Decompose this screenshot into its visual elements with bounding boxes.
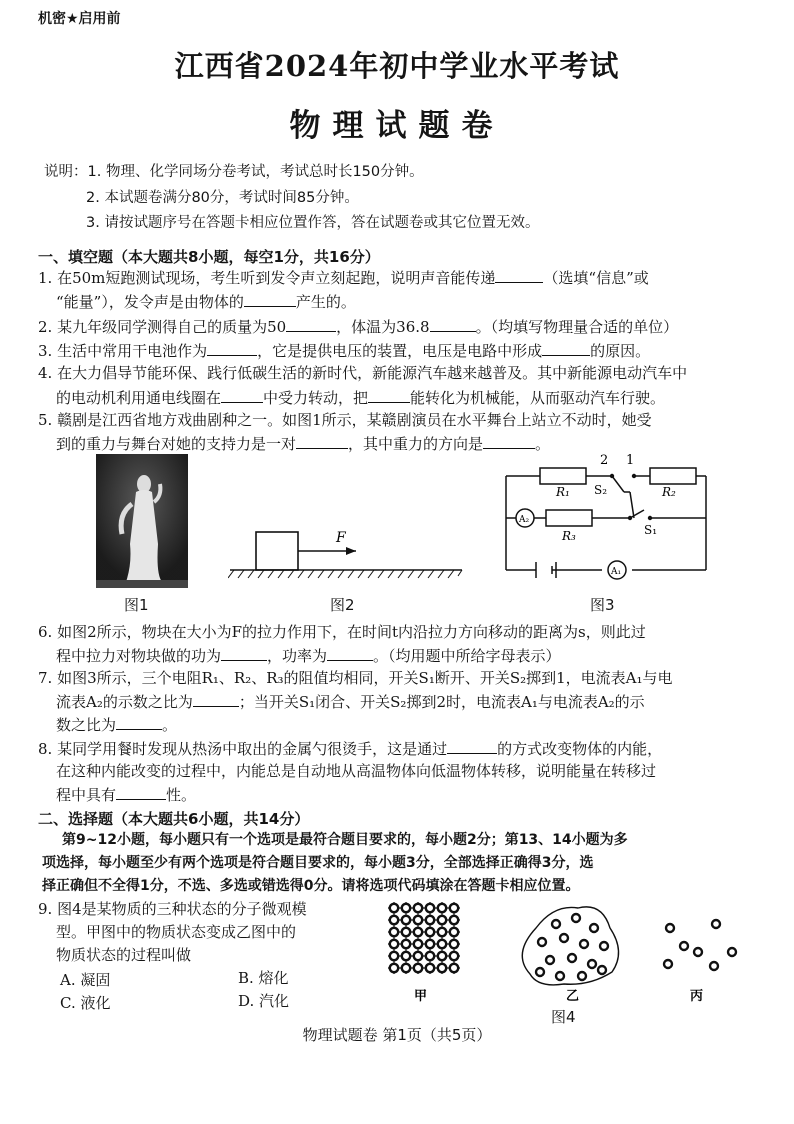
figure-2-caption: 图2 xyxy=(330,596,355,614)
lattice-molecule xyxy=(438,964,446,972)
question-7-line-2: 流表A₂的示数之比为 ；当开关S₁闭合、开关S₂掷到2时，电流表A₁与电流表A₂的示 xyxy=(56,693,645,711)
question-4-line-1: 4. 在大力倡导节能环保、践行低碳生活的新时代，新能源汽车越来越普及。其中新能源电动汽车中 xyxy=(38,364,688,382)
question-1-line-2: “能量”），发令声是由物体的 产生的。 xyxy=(56,293,356,311)
question-7-line-3: 数之比为 。 xyxy=(56,716,178,734)
lattice-molecule xyxy=(426,928,434,936)
confidential-mark: 机密★启用前 xyxy=(38,11,121,27)
lattice-molecule xyxy=(402,916,410,924)
label-jia: 甲 xyxy=(414,989,428,1004)
lattice-molecule xyxy=(402,928,410,936)
question-1-line-1: 1. 在50m短跑测试现场，考生听到发令声立刻起跑，说明声音能传递 （选填“信息”或 xyxy=(38,269,649,287)
lattice-molecule xyxy=(450,964,458,972)
option-b: B. 熔化 xyxy=(238,969,289,987)
label-r2: R₂ xyxy=(662,485,676,499)
lattice-molecule xyxy=(414,904,422,912)
lattice-molecule xyxy=(426,952,434,960)
option-d: D. 汽化 xyxy=(238,992,290,1010)
lattice-molecule xyxy=(414,940,422,948)
note-line-2: 2. 本试题卷满分80分，考试时间85分钟。 xyxy=(86,190,359,206)
lattice-molecule xyxy=(414,916,422,924)
label-yi: 乙 xyxy=(566,989,580,1004)
lattice-molecule xyxy=(438,952,446,960)
label-a2: A₂ xyxy=(519,515,530,525)
lattice-molecule xyxy=(438,928,446,936)
lattice-molecule xyxy=(450,916,458,924)
lattice-molecule xyxy=(450,952,458,960)
block xyxy=(256,532,298,570)
question-9-line-1: 9. 图4是某物质的三种状态的分子微观模 xyxy=(38,900,307,918)
lattice-molecule xyxy=(450,940,458,948)
exam-title: 江西省2024年初中学业水平考试 xyxy=(174,49,620,83)
lattice-molecule xyxy=(402,952,410,960)
force-label: F xyxy=(336,530,346,546)
lattice-molecule xyxy=(402,904,410,912)
question-4-line-2: 的电动机利用通电线圈在 中受力转动，把 能转化为机械能，从而驱动汽车行驶。 xyxy=(56,389,666,407)
section-2-instruction-2: 项选择，每小题至少有两个选项是符合题目要求的，每小题3分，全部选择正确得3分，选 xyxy=(42,855,594,871)
option-a: A. 凝固 xyxy=(60,971,111,989)
lattice-molecule xyxy=(426,916,434,924)
question-5-line-1: 5. 赣剧是江西省地方戏曲剧种之一。如图1所示，某赣剧演员在水平舞台上站立不动时，她受 xyxy=(38,411,652,429)
figure-1-photo xyxy=(96,454,188,588)
question-7-line-1: 7. 如图3所示，三个电阻R₁、R₂、R₃的阻值均相同，开关S₁断开、开关S₂掷到1，电流表A₁与电 xyxy=(38,669,673,687)
figure-4-caption: 图4 xyxy=(551,1008,576,1026)
lattice-molecule xyxy=(426,904,434,912)
lattice-molecule xyxy=(414,952,422,960)
solid-lattice xyxy=(388,902,460,974)
lattice-molecule xyxy=(402,940,410,948)
label-a1: A₁ xyxy=(611,567,622,577)
figure-4-diagram xyxy=(380,894,752,1004)
label-r3: R₃ xyxy=(562,529,576,543)
lattice-molecule xyxy=(450,904,458,912)
lattice-molecule xyxy=(450,928,458,936)
section-2-instruction-1: 第9~12小题，每小题只有一个选项是最符合题目要求的，每小题2分；第13、14小题为多 xyxy=(62,832,628,848)
question-9-line-3: 物质状态的过程叫做 xyxy=(56,946,192,964)
figure-3-circuit xyxy=(494,448,724,584)
page-footer: 物理试题卷 第1页（共5页） xyxy=(302,1026,492,1044)
option-c: C. 液化 xyxy=(60,994,111,1012)
note-line-1: 说明：1. 物理、化学同场分卷考试，考试总时长150分钟。 xyxy=(44,164,424,180)
question-3: 3. 生活中常用干电池作为 ，它是提供电压的装置，电压是电路中形成 的原因。 xyxy=(38,342,651,360)
label-pos-1: 1 xyxy=(626,453,635,468)
lattice-molecule xyxy=(438,904,446,912)
lattice-molecule xyxy=(438,940,446,948)
figure-3-caption: 图3 xyxy=(590,596,615,614)
lattice-molecule xyxy=(438,916,446,924)
question-6-line-2: 程中拉力对物块做的功为 ，功率为 。（均用题中所给字母表示） xyxy=(56,647,561,665)
lattice-molecule xyxy=(426,940,434,948)
section-2-instruction-3: 择正确但不全得1分，不选、多选或错选得0分。请将选项代码填涂在答题卡相应位置。 xyxy=(42,878,580,894)
question-5-line-2: 到的重力与舞台对她的支持力是一对 ，其中重力的方向是 。 xyxy=(56,435,551,453)
figure-1-caption: 图1 xyxy=(124,596,149,614)
lattice-molecule xyxy=(402,964,410,972)
question-8-line-3: 程中具有 性。 xyxy=(56,786,197,804)
lattice-molecule xyxy=(414,928,422,936)
question-2: 2. 某九年级同学测得自己的质量为50 ，体温为36.8 。（均填写物理量合适的单位） xyxy=(38,318,679,336)
label-s2: S₂ xyxy=(594,483,608,497)
lattice-molecule xyxy=(426,964,434,972)
section-1-heading: 一、填空题（本大题共8小题，每空1分，共16分） xyxy=(38,248,380,266)
question-8-line-2: 在这种内能改变的过程中，内能总是自动地从高温物体向低温物体转移，说明能量在转移过 xyxy=(56,762,657,780)
lattice-molecule xyxy=(390,928,398,936)
label-bing: 丙 xyxy=(690,989,704,1004)
question-9-line-2: 型。甲图中的物质状态变成乙图中的 xyxy=(56,923,297,941)
question-8-line-1: 8. 某同学用餐时发现从热汤中取出的金属勺很烫手，这是通过 的方式改变物体的内能， xyxy=(38,740,663,758)
section-2-heading: 二、选择题（本大题共6小题，共14分） xyxy=(38,810,310,828)
label-s1: S₁ xyxy=(644,523,658,537)
label-r1: R₁ xyxy=(556,485,570,499)
lattice-molecule xyxy=(390,940,398,948)
figure-2-diagram xyxy=(228,520,464,590)
lattice-molecule xyxy=(390,904,398,912)
lattice-molecule xyxy=(414,964,422,972)
question-6-line-1: 6. 如图2所示，物块在大小为F的拉力作用下，在时间t内沿拉力方向移动的距离为s，则此过 xyxy=(38,623,646,641)
gas-molecules xyxy=(664,920,736,970)
lattice-molecule xyxy=(390,952,398,960)
label-pos-2: 2 xyxy=(600,453,609,468)
lattice-molecule xyxy=(390,916,398,924)
note-line-3: 3. 请按试题序号在答题卡相应位置作答，答在试题卷或其它位置无效。 xyxy=(86,215,540,231)
lattice-molecule xyxy=(390,964,398,972)
paper-title: 物理试题卷 xyxy=(289,108,505,144)
